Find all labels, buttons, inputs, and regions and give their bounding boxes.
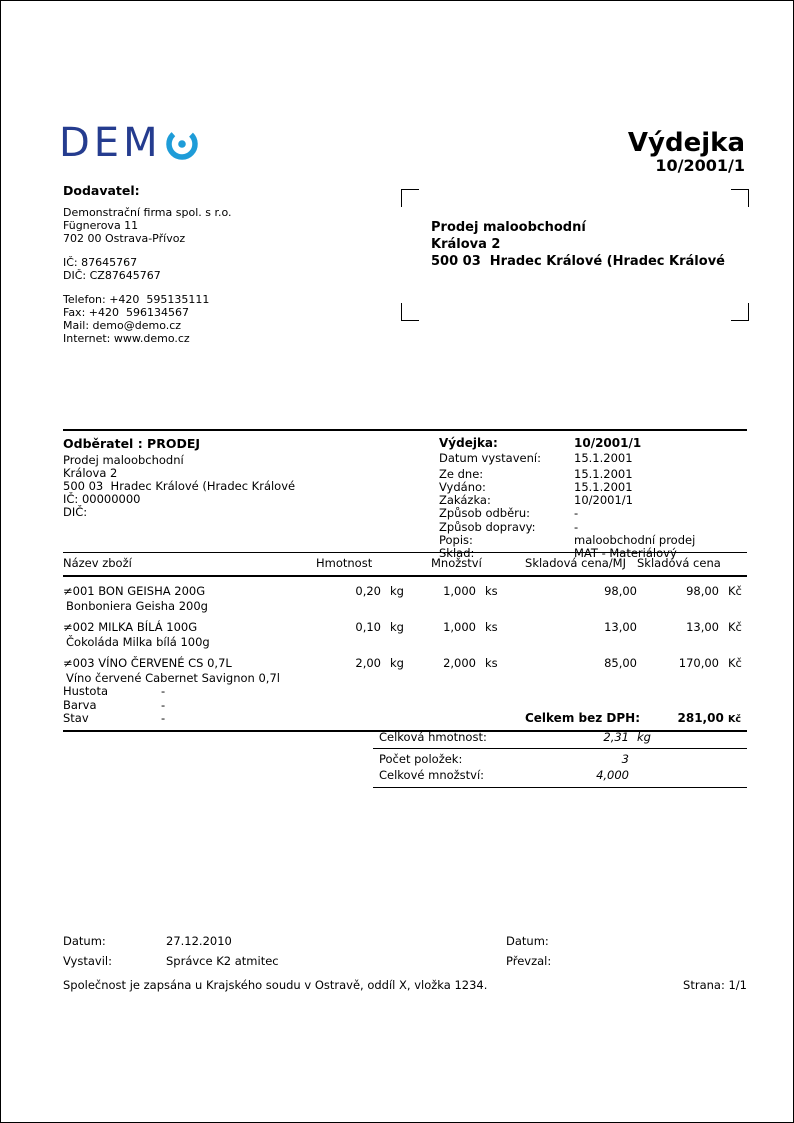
signature-row: [63, 951, 279, 971]
column-header-total-price: Skladová cena: [637, 556, 721, 570]
supplier-internet: Internet: www.demo.cz: [63, 332, 190, 345]
issued-by-value: Správce K2 atmitec: [166, 954, 279, 968]
item-qty-unit: ks: [485, 656, 498, 670]
detail-label: Vydáno:: [439, 480, 486, 495]
detail-label: Způsob odběru:: [439, 506, 531, 521]
supplier-street: Fügnerova 11: [63, 219, 139, 232]
item-description: Bonboniera Geisha 200g: [66, 598, 208, 613]
supplier-phone: Telefon: +420 595135111: [63, 293, 210, 306]
page-number: Strana: 1/1: [683, 978, 747, 992]
company-logo: [59, 120, 200, 166]
customer-heading: Odběratel : PRODEJ: [63, 436, 201, 451]
detail-row: [439, 507, 695, 520]
totals-value: 4,000: [596, 768, 629, 782]
item-total-price: 13,00: [686, 620, 719, 634]
item-attribute-row: [63, 712, 316, 726]
detail-label: Způsob dopravy:: [439, 519, 536, 534]
item-weight: 2,00: [355, 656, 381, 670]
attribute-value: -: [161, 711, 166, 725]
shipping-address-window: [401, 189, 749, 321]
item-weight-unit: kg: [390, 656, 404, 670]
items-table: [63, 552, 747, 732]
customer-line: Králova 2: [63, 466, 118, 480]
grand-total-currency: Kč: [728, 714, 741, 725]
date-value: 27.12.2010: [166, 934, 232, 948]
totals-label: Celková hmotnost:: [379, 730, 487, 744]
detail-value: -: [574, 519, 579, 534]
totals-row: [373, 767, 747, 784]
document-number: 10/2001/1: [655, 156, 745, 175]
window-corner-bottom-left: [401, 303, 419, 321]
item-unit-price: 85,00: [604, 656, 637, 670]
totals-row: [373, 751, 747, 768]
detail-row: [439, 534, 695, 547]
customer-line: DIČ:: [63, 505, 88, 519]
totals-filler: [669, 751, 747, 768]
detail-label: Sklad:: [439, 545, 475, 560]
date-label: Datum:: [63, 934, 106, 948]
detail-value: 15.1.2001: [574, 451, 633, 466]
supplier-city: 702 00 Ostrava-Přívoz: [63, 232, 186, 245]
signature-row: [506, 931, 598, 951]
supplier-ic: IČ: 87645767: [63, 256, 138, 269]
item-attribute-row: [63, 685, 316, 699]
signature-receiver-block: [506, 931, 598, 971]
supplier-contacts: [63, 293, 363, 345]
document-details-block: [439, 437, 695, 560]
supplier-heading: Dodavatel:: [63, 183, 140, 198]
detail-value: MAT - Materiálový: [574, 545, 677, 560]
detail-label: Ze dne:: [439, 467, 484, 482]
item-description: Čokoláda Milka bílá 100g: [66, 634, 210, 649]
shipping-address-line: Prodej maloobchodní: [431, 220, 586, 235]
attribute-value: -: [161, 684, 166, 698]
detail-value: 10/2001/1: [574, 493, 633, 508]
signature-row: [63, 931, 279, 951]
supplier-mail: Mail: demo@demo.cz: [63, 319, 182, 332]
totals-group-top: [373, 706, 747, 749]
attribute-label: Barva: [63, 697, 97, 712]
document-type: Výdejka: [627, 128, 745, 158]
detail-value: 10/2001/1: [574, 436, 642, 450]
detail-row: [439, 521, 695, 534]
supplier-block: [63, 184, 363, 356]
signature-issuer-block: [63, 931, 279, 971]
totals-value: 3: [621, 751, 629, 766]
window-corner-top-right: [731, 189, 749, 207]
shipping-address-line: 500 03 Hradec Králové (Hradec Králové: [431, 254, 725, 269]
item-name-cell: [63, 656, 316, 726]
item-qty-unit: ks: [485, 620, 498, 634]
attribute-label: Stav: [63, 711, 89, 725]
signature-row: [506, 951, 598, 971]
totals-label: Celkové množství:: [379, 768, 485, 782]
issued-by-label: Vystavil:: [63, 954, 112, 968]
supplier-fax: Fax: +420 596134567: [63, 306, 189, 319]
items-table-header: [63, 552, 747, 577]
shipping-address-line: Králova 2: [431, 237, 501, 252]
item-qty: 1,000: [443, 584, 476, 598]
column-header-name: Název zboží: [63, 556, 132, 570]
item-name-cell: [63, 620, 316, 649]
supplier-name: Demonstrační firma spol. s r.o.: [63, 206, 232, 219]
supplier-address: [63, 206, 363, 245]
item-weight: 0,20: [355, 584, 381, 598]
item-weight-unit: kg: [390, 620, 404, 634]
totals-value: 2,31: [603, 730, 629, 744]
detail-label: Zakázka:: [439, 493, 491, 508]
totals-filler: [669, 729, 747, 746]
customer-line: Prodej maloobchodní: [63, 453, 184, 467]
grand-total-label: Celkem bez DPH:: [524, 711, 640, 725]
detail-label: Datum vystavení:: [439, 451, 541, 466]
item-weight: 0,10: [355, 620, 381, 634]
item-currency: Kč: [728, 584, 742, 598]
supplier-dic: DIČ: CZ87645767: [63, 269, 161, 282]
item-total-price: 170,00: [678, 656, 719, 670]
item-weight-unit: kg: [390, 584, 404, 598]
detail-value: -: [574, 506, 579, 521]
customer-block: [63, 437, 295, 519]
grand-total-amount: 281,00: [677, 711, 724, 725]
detail-value: 15.1.2001: [574, 480, 633, 495]
document-title-block: [628, 129, 745, 175]
attribute-value: -: [161, 697, 166, 712]
received-by-label: Převzal:: [506, 954, 552, 968]
totals-filler: [669, 767, 747, 784]
customer-line: IČ: 00000000: [63, 492, 141, 506]
page-footer: [63, 978, 747, 992]
detail-row: [439, 437, 695, 450]
table-row: [63, 577, 747, 613]
item-name-cell: [63, 584, 316, 613]
logo-text: DEM: [59, 120, 162, 166]
item-currency: Kč: [728, 656, 742, 670]
totals-unit: kg: [637, 730, 651, 744]
totals-unit: [629, 751, 669, 768]
item-description: Víno červené Cabernet Savignon 0,7l: [66, 670, 280, 685]
item-qty-unit: ks: [485, 584, 498, 598]
totals-label: Počet položek:: [379, 751, 463, 766]
detail-value: maloobchodní prodej: [574, 532, 696, 547]
column-header-qty: Množství: [431, 556, 482, 570]
item-attribute-row: [63, 699, 316, 713]
item-total-price: 98,00: [686, 584, 719, 598]
demo-logo-o-icon: [164, 126, 200, 162]
attribute-label: Hustota: [63, 684, 109, 698]
detail-value: 15.1.2001: [574, 467, 633, 482]
item-name: ≠003 VÍNO ČERVENÉ CS 0,7L: [63, 656, 232, 670]
supplier-ids: [63, 256, 363, 282]
window-corner-top-left: [401, 189, 419, 207]
item-qty: 2,000: [443, 656, 476, 670]
grand-total-value: [640, 710, 747, 728]
customer-details-section: [63, 429, 747, 560]
date-label: Datum:: [506, 934, 549, 948]
item-name: ≠002 MILKA BÍLÁ 100G: [63, 620, 198, 634]
table-row: [63, 613, 747, 649]
column-header-unit-price: Skladová cena/MJ: [525, 556, 626, 570]
item-unit-price: 98,00: [604, 584, 637, 598]
totals-block: [373, 706, 747, 788]
item-name: ≠001 BON GEISHA 200G: [63, 584, 206, 598]
company-registration-text: Společnost je zapsána u Krajského soudu v Ostravě, oddíl X, vložka 1234.: [63, 978, 488, 992]
customer-line: 500 03 Hradec Králové (Hradec Králové: [63, 479, 296, 493]
totals-group-bottom: [373, 749, 747, 788]
window-corner-bottom-right: [731, 303, 749, 321]
detail-label: Výdejka:: [439, 436, 498, 450]
signature-section: [63, 931, 747, 977]
totals-unit: [629, 767, 669, 784]
item-unit-price: 13,00: [604, 620, 637, 634]
item-currency: Kč: [728, 620, 742, 634]
totals-row: [373, 729, 747, 746]
item-qty: 1,000: [443, 620, 476, 634]
shipping-address: [431, 219, 725, 270]
detail-label: Popis:: [439, 532, 473, 547]
column-header-weight: Hmotnost: [316, 556, 373, 570]
grand-total-row: [373, 706, 747, 729]
detail-row: [439, 452, 695, 465]
